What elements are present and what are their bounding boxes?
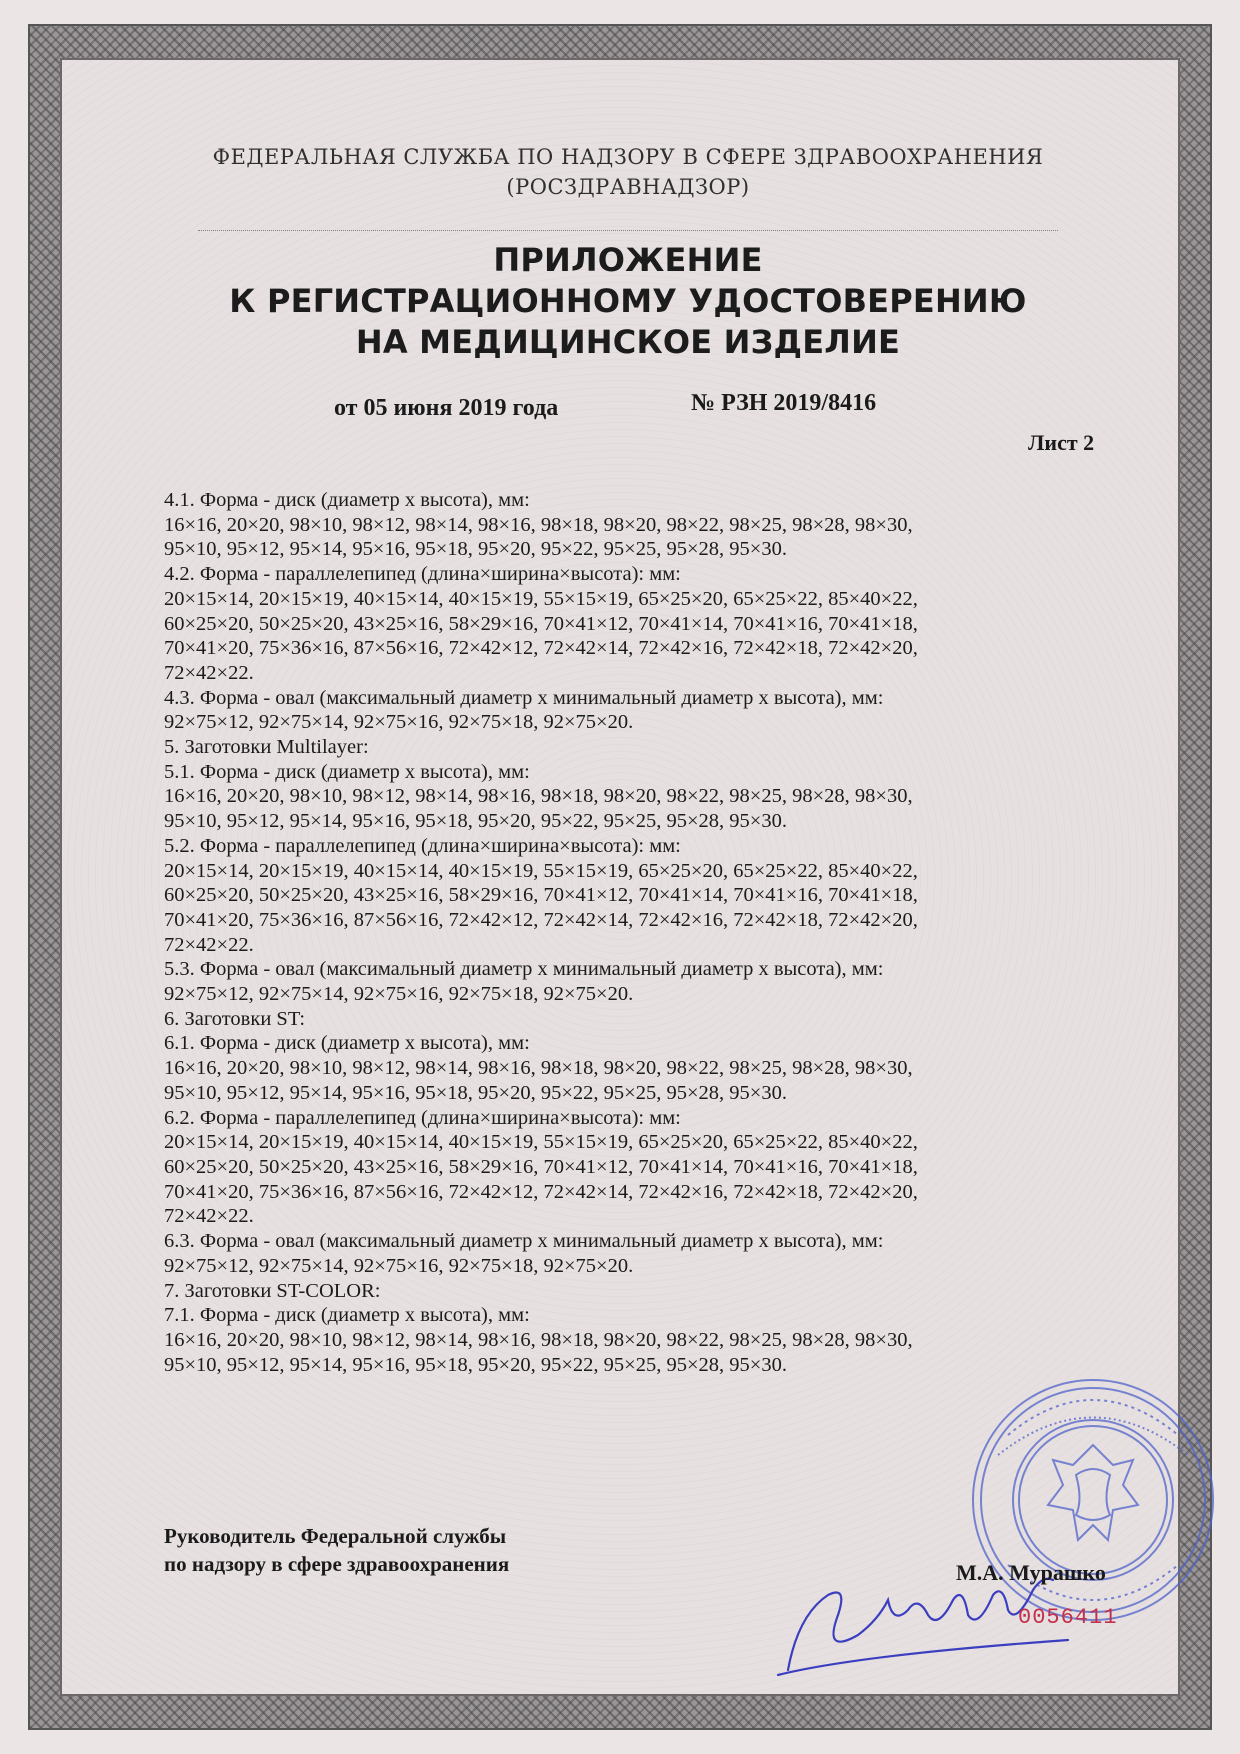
- specification-line: 4.1. Форма - диск (диаметр х высота), мм:: [164, 489, 530, 511]
- specification-line: 6.3. Форма - овал (максимальный диаметр х минимальный диаметр х высота), мм:: [164, 1230, 884, 1253]
- specification-line: 92×75×12, 92×75×14, 92×75×16, 92×75×18, 92×75×20.: [164, 1254, 634, 1277]
- registration-number: № РЗН 2019/8416: [691, 390, 877, 416]
- specification-line: 16×16, 20×20, 98×10, 98×12, 98×14, 98×16, 98×18, 98×20, 98×22, 98×25, 98×28, 98×30,: [164, 513, 913, 536]
- specification-line: 4.2. Форма - параллелепипед (длина×ширина×высота): мм:: [164, 563, 681, 586]
- specification-line: 16×16, 20×20, 98×10, 98×12, 98×14, 98×16, 98×18, 98×20, 98×22, 98×25, 98×28, 98×30,: [164, 1328, 913, 1351]
- agency-abbreviation: (РОСЗДРАВНАДЗОР): [506, 175, 750, 199]
- specification-line: 95×10, 95×12, 95×14, 95×16, 95×18, 95×20, 95×22, 95×25, 95×28, 95×30.: [164, 538, 787, 561]
- specification-line: 5.1. Форма - диск (диаметр х высота), мм:: [164, 760, 530, 783]
- specification-line: 95×10, 95×12, 95×14, 95×16, 95×18, 95×20, 95×22, 95×25, 95×28, 95×30.: [164, 1353, 787, 1376]
- specification-line: 72×42×22.: [164, 1205, 254, 1228]
- specification-line: 92×75×12, 92×75×14, 92×75×16, 92×75×18, 92×75×20.: [164, 983, 634, 1006]
- specification-line: 6.1. Форма - диск (диаметр х высота), мм:: [164, 1032, 530, 1055]
- signatory-title: [164, 1522, 509, 1578]
- specification-line: 20×15×14, 20×15×19, 40×15×14, 40×15×19, 55×15×19, 65×25×20, 65×25×22, 85×40×22,: [164, 587, 918, 610]
- signer-name: М.А. Мурашко: [956, 1560, 1106, 1585]
- specification-list: [164, 488, 1114, 1377]
- agency-name: ФЕДЕРАЛЬНАЯ СЛУЖБА ПО НАДЗОРУ В СФЕРЕ ЗДРАВООХРАНЕНИЯ: [212, 145, 1044, 169]
- specification-line: 6. Заготовки ST:: [164, 1007, 306, 1030]
- specification-line: 95×10, 95×12, 95×14, 95×16, 95×18, 95×20, 95×22, 95×25, 95×28, 95×30.: [164, 810, 787, 833]
- document-content: [148, 0, 1118, 1754]
- specification-line: 92×75×12, 92×75×14, 92×75×16, 92×75×18, 92×75×20.: [164, 711, 634, 734]
- specification-line: 7.1. Форма - диск (диаметр х высота), мм:: [164, 1304, 530, 1327]
- title-line-2: К РЕГИСТРАЦИОННОМУ УДОСТОВЕРЕНИЮ: [229, 282, 1027, 320]
- specification-line: 6.2. Форма - параллелепипед (длина×ширина×высота): мм:: [164, 1106, 681, 1129]
- specification-line: 70×41×20, 75×36×16, 87×56×16, 72×42×12, 72×42×14, 72×42×16, 72×42×18, 72×42×20,: [164, 908, 918, 931]
- sheet-number: Лист 2: [1028, 430, 1095, 455]
- specification-line: 70×41×20, 75×36×16, 87×56×16, 72×42×12, 72×42×14, 72×42×16, 72×42×18, 72×42×20,: [164, 1180, 918, 1203]
- specification-line: 60×25×20, 50×25×20, 43×25×16, 58×29×16, 70×41×12, 70×41×14, 70×41×16, 70×41×18,: [164, 612, 918, 635]
- specification-line: 60×25×20, 50×25×20, 43×25×16, 58×29×16, 70×41×12, 70×41×14, 70×41×16, 70×41×18,: [164, 1155, 918, 1178]
- agency-header: [148, 142, 1108, 202]
- specification-line: 7. Заготовки ST-COLOR:: [164, 1279, 381, 1302]
- specification-line: 5.3. Форма - овал (максимальный диаметр х минимальный диаметр х высота), мм:: [164, 958, 884, 981]
- serial-number: 0056411: [1018, 1605, 1118, 1630]
- specification-line: 20×15×14, 20×15×19, 40×15×14, 40×15×19, 55×15×19, 65×25×20, 65×25×22, 85×40×22,: [164, 859, 918, 882]
- specification-line: 5.2. Форма - параллелепипед (длина×ширина×высота): мм:: [164, 834, 681, 857]
- document-title: [148, 240, 1108, 363]
- specification-line: 72×42×22.: [164, 661, 254, 684]
- specification-line: 60×25×20, 50×25×20, 43×25×16, 58×29×16, 70×41×12, 70×41×14, 70×41×16, 70×41×18,: [164, 884, 918, 907]
- specification-line: 70×41×20, 75×36×16, 87×56×16, 72×42×12, 72×42×14, 72×42×16, 72×42×18, 72×42×20,: [164, 637, 918, 660]
- specification-line: 95×10, 95×12, 95×14, 95×16, 95×18, 95×20, 95×22, 95×25, 95×28, 95×30.: [164, 1081, 787, 1104]
- specification-line: 20×15×14, 20×15×19, 40×15×14, 40×15×19, 55×15×19, 65×25×20, 65×25×22, 85×40×22,: [164, 1131, 918, 1154]
- signatory-line-1: Руководитель Федеральной службы: [164, 1524, 507, 1548]
- specification-line: 4.3. Форма - овал (максимальный диаметр х минимальный диаметр х высота), мм:: [164, 686, 884, 709]
- issue-date: от 05 июня 2019 года: [334, 395, 559, 421]
- header-divider: [198, 230, 1058, 231]
- specification-line: 16×16, 20×20, 98×10, 98×12, 98×14, 98×16, 98×18, 98×20, 98×22, 98×25, 98×28, 98×30,: [164, 1057, 913, 1080]
- specification-line: 16×16, 20×20, 98×10, 98×12, 98×14, 98×16, 98×18, 98×20, 98×22, 98×25, 98×28, 98×30,: [164, 785, 913, 808]
- title-line-3: НА МЕДИЦИНСКОЕ ИЗДЕЛИЕ: [355, 323, 901, 361]
- specification-line: 72×42×22.: [164, 933, 254, 956]
- signatory-line-2: по надзору в сфере здравоохранения: [164, 1552, 510, 1576]
- specification-line: 5. Заготовки Multilayer:: [164, 736, 369, 759]
- title-line-1: ПРИЛОЖЕНИЕ: [493, 241, 763, 279]
